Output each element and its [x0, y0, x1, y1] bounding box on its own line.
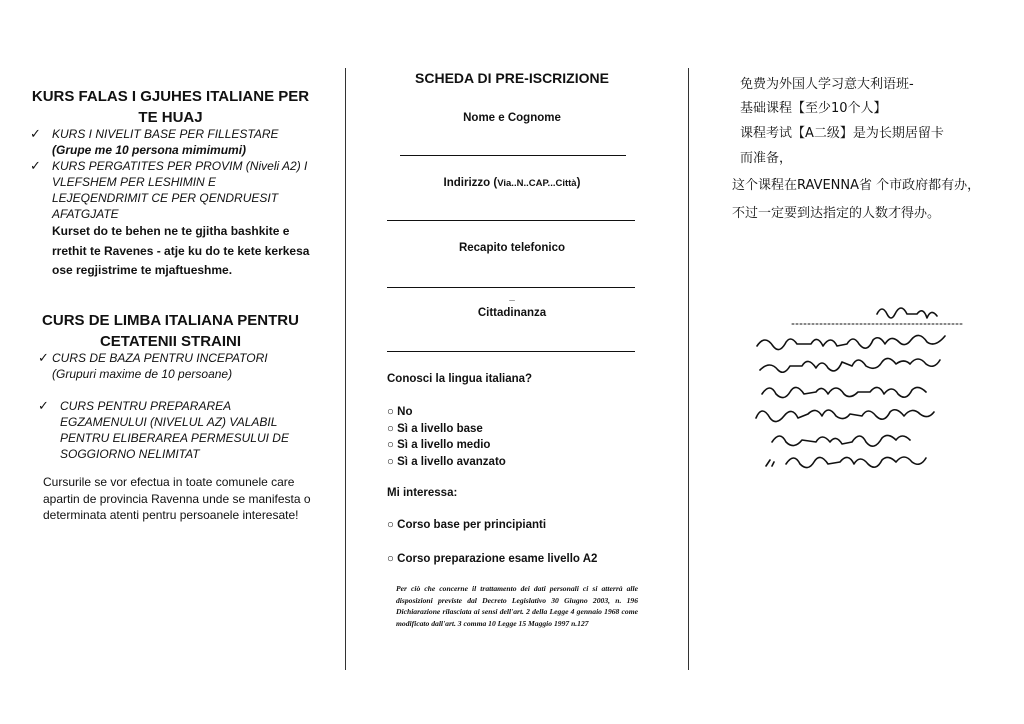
- list-item: [28, 398, 313, 462]
- romanian-block: [28, 350, 313, 524]
- address-field-line[interactable]: [387, 220, 635, 221]
- romanian-item-2-text: CURS PENTRU PREPARAREA EGZAMENULUI (NIVELUL AZ) VALABIL PENTRU ELIBERAREA PERMESULUI DE SOGGIORNO NELIMITAT: [60, 399, 289, 461]
- romanian-note: Cursurile se vor efectua in toate comunele care apartin de provincia Ravenna unde se manifesta o determinata atenti pentru persoanele interesate!: [43, 475, 311, 522]
- chinese-paragraph: 这个课程在RAVENNA省 个市政府都有办，不过一定要到达指定的人数才得办。: [732, 178, 981, 221]
- albanian-note: Kurset do te behen ne te gjitha bashkite e rrethit te Ravenes - atje ku do te kete kerkesa ose regjistrime te mjaftueshme.: [52, 224, 310, 277]
- phone-line-dash: _: [509, 291, 515, 302]
- chinese-line-2: 基础课程【至少10个人】: [740, 101, 887, 116]
- list-spacer: [28, 382, 313, 398]
- list-item: [28, 158, 313, 222]
- arabic-handwritten-text: [752, 304, 982, 484]
- chinese-line-1: 免费为外国人学习意大利语班-: [740, 77, 914, 92]
- citizenship-field-line[interactable]: [387, 351, 635, 352]
- address-hint: Via..N..CAP...Città: [497, 178, 577, 189]
- albanian-block: [28, 126, 313, 281]
- albanian-list: [28, 126, 313, 222]
- address-label: [370, 177, 654, 189]
- language-question: Conosci la lingua italiana?: [387, 373, 533, 385]
- option-basic-course[interactable]: ○ Corso base per principianti: [387, 519, 547, 531]
- albanian-item-2-text: KURS PERGATITES PER PROVIM (Niveli A2) I VLEFSHEM PER LESHIMIN E LEJEQENDRIMIT CE PER QENDRUESIT AFATGJATE: [52, 159, 308, 221]
- list-item: [28, 350, 313, 382]
- checkmark-icon: ✓: [30, 158, 41, 173]
- option-basic[interactable]: ○ Sì a livello base: [387, 422, 483, 435]
- option-advanced[interactable]: ○ Sì a livello avanzato: [387, 455, 506, 468]
- citizenship-label: Cittadinanza: [477, 307, 547, 319]
- column-divider-left: [345, 68, 346, 670]
- option-a2-course[interactable]: ○ Corso preparazione esame livello A2: [387, 553, 598, 565]
- checkmark-icon: ✓: [30, 126, 41, 141]
- chinese-line-3: 课程考试【A二级】是为长期居留卡: [740, 126, 944, 141]
- list-item: [28, 126, 313, 158]
- checkmark-icon: ✓: [38, 398, 49, 413]
- name-field-line[interactable]: [400, 155, 626, 156]
- column-divider-right: [688, 68, 689, 670]
- language-options: [387, 404, 506, 470]
- option-no[interactable]: ○ No: [387, 406, 413, 418]
- option-medium[interactable]: ○ Sì a livello medio: [387, 439, 491, 451]
- interest-question: Mi interessa:: [387, 487, 458, 499]
- romanian-item-1-text: CURS DE BAZA PENTRU INCEPATORI (Grupuri maxime de 10 persoane): [52, 351, 268, 381]
- romanian-title: CURS DE LIMBA ITALIANA PENTRU CETATENII STRAINI: [42, 312, 299, 350]
- privacy-notice: Per ciò che concerne il trattamento dei dati personali ci si atterrà alle disposizioni previste dal Decreto Legislativo 30 Giugno 2003, n. 196 Dichiarazione rilasciata ai sensi dell'art. 2 della Legge 4 gennaio 1968 come modificato dall'art. 3 comma 10 Legge 15 Maggio 1997 n.127: [396, 584, 638, 628]
- chinese-line-4: 而准备，: [740, 151, 793, 166]
- albanian-title: KURS FALAS I GJUHES ITALIANE PER TE HUAJ: [31, 88, 310, 126]
- albanian-item-1-text: KURS I NIVELIT BASE PER FILLESTARE: [52, 127, 279, 141]
- romanian-list: [28, 350, 313, 462]
- phone-label: Recapito telefonico: [458, 242, 566, 254]
- address-label-close: ): [576, 177, 581, 189]
- phone-field-line[interactable]: [387, 287, 635, 288]
- form-title: SCHEDA DI PRE-ISCRIZIONE: [415, 70, 609, 86]
- name-label: Nome e Cognome: [463, 112, 561, 124]
- checkmark-icon: ✓: [38, 350, 49, 365]
- albanian-item-1-bold: (Grupe me 10 persona mimimumi): [52, 143, 247, 157]
- address-label-text: Indirizzo (: [443, 177, 498, 189]
